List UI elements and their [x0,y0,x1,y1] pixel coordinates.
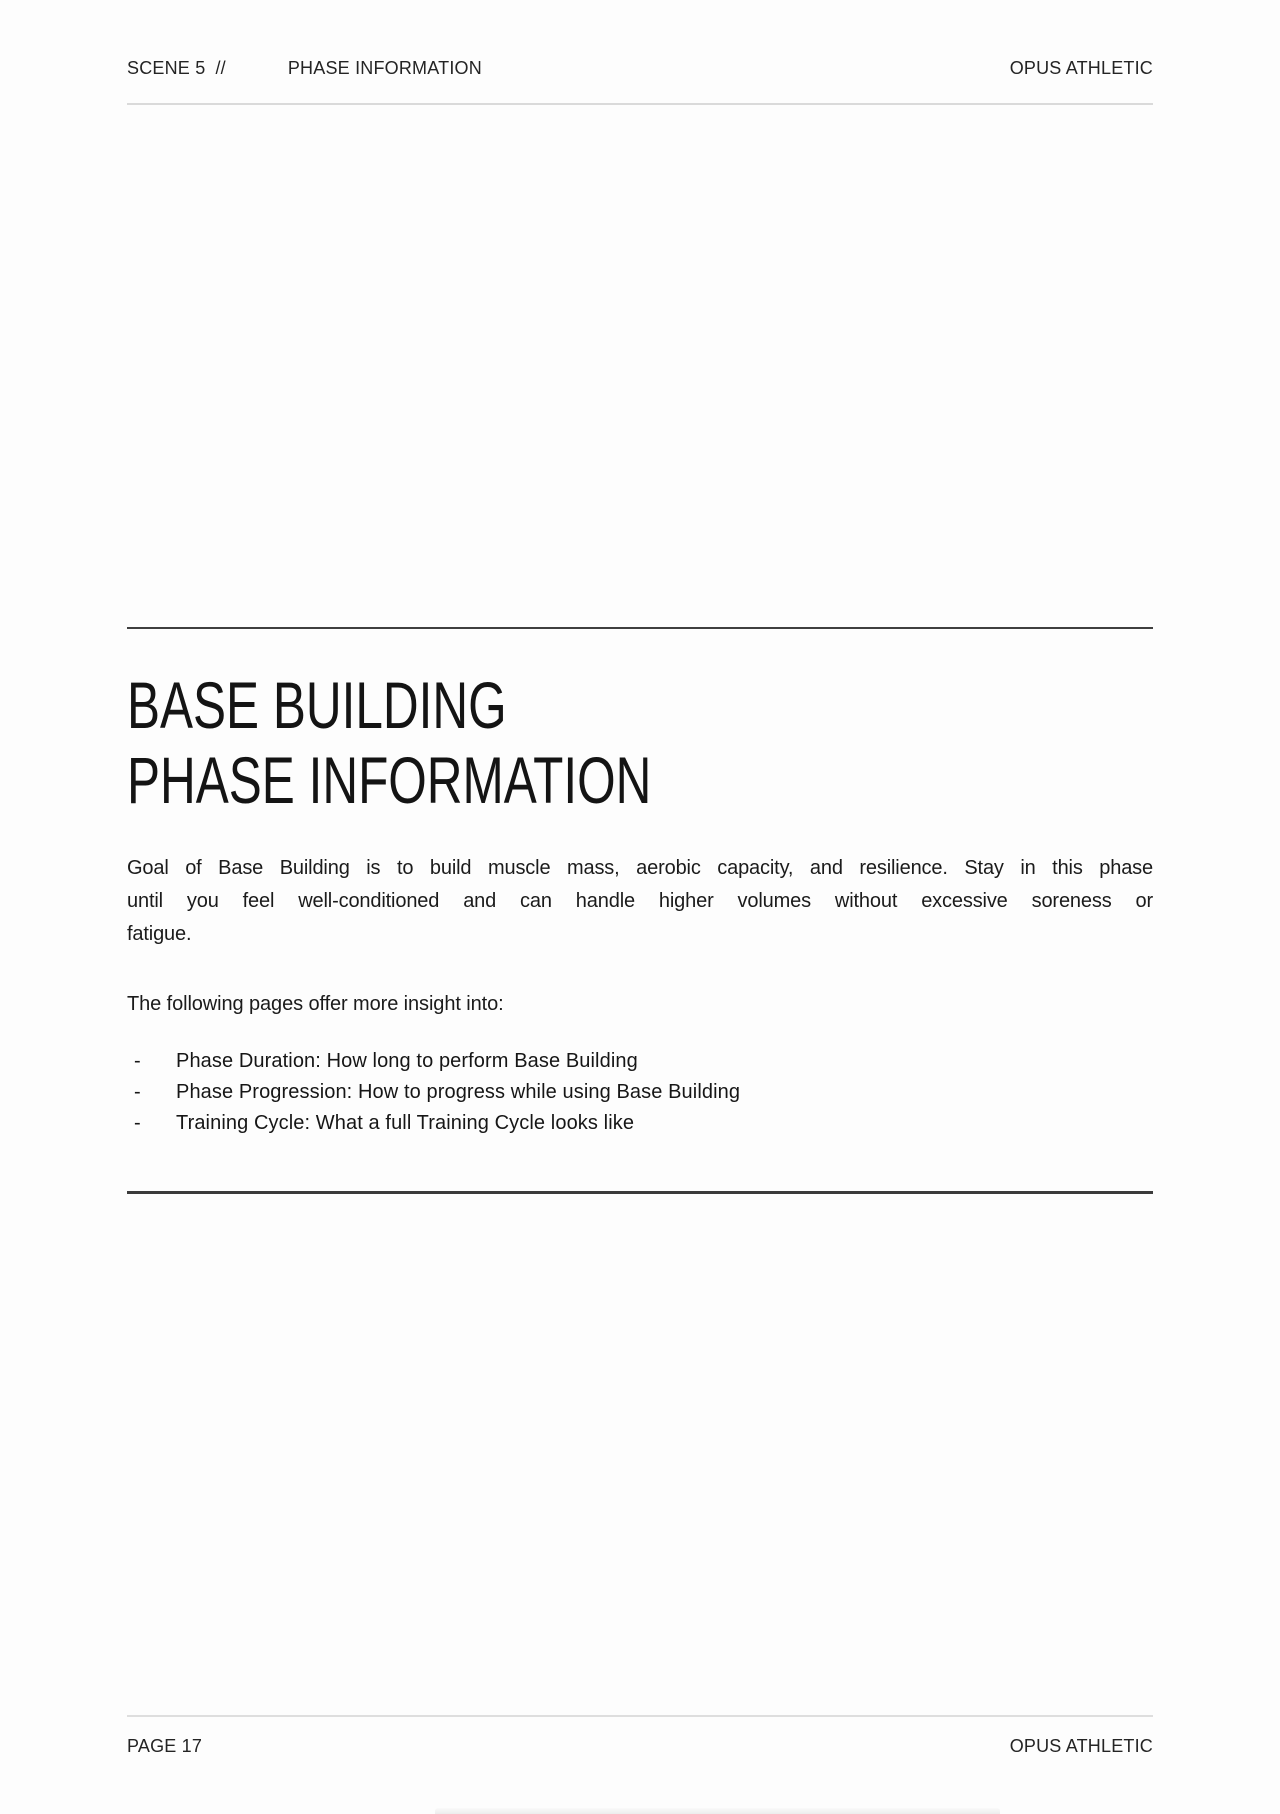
page-footer [127,1734,1153,1758]
header-breadcrumb [127,56,482,80]
list-dash-marker: - [134,1081,141,1103]
list-item [127,1046,1153,1077]
header-brand: OPUS ATHLETIC [1009,58,1153,78]
page-title-line1: BASE BUILDING [127,668,507,742]
footer-page-number: PAGE 17 [127,1736,203,1756]
header-scene-label: SCENE 5 [127,58,206,78]
page-title [127,668,651,818]
section-bottom-rule [127,1191,1153,1194]
page-header [127,56,1153,80]
list-item [127,1077,1153,1108]
paragraph-line: until you feel well-conditioned and can handle higher volumes without excessive soreness or [127,890,1153,912]
intro-paragraph [127,852,1153,951]
list-item-text: Phase Duration: How long to perform Base Building [176,1050,638,1072]
insight-list [127,1046,1153,1139]
list-item-text: Phase Progression: How to progress while using Base Building [176,1081,741,1103]
footer-divider [127,1715,1153,1717]
page-title-line2: PHASE INFORMATION [127,743,652,817]
list-item-text: Training Cycle: What a full Training Cycle looks like [176,1112,635,1134]
list-item [127,1108,1153,1139]
header-divider [127,103,1153,105]
paragraph-line: fatigue. [127,923,192,945]
paragraph-line: Goal of Base Building is to build muscle mass, aerobic capacity, and resilience. Stay in this phase [127,857,1153,879]
list-dash-marker: - [134,1050,141,1072]
next-page-edge-shadow [435,1808,1000,1814]
header-separator: // [215,58,226,78]
title-top-rule [127,627,1153,629]
footer-brand: OPUS ATHLETIC [1009,1736,1153,1756]
list-dash-marker: - [134,1112,141,1134]
header-section-label: PHASE INFORMATION [287,58,482,78]
list-intro-text: The following pages offer more insight into: [127,993,504,1015]
